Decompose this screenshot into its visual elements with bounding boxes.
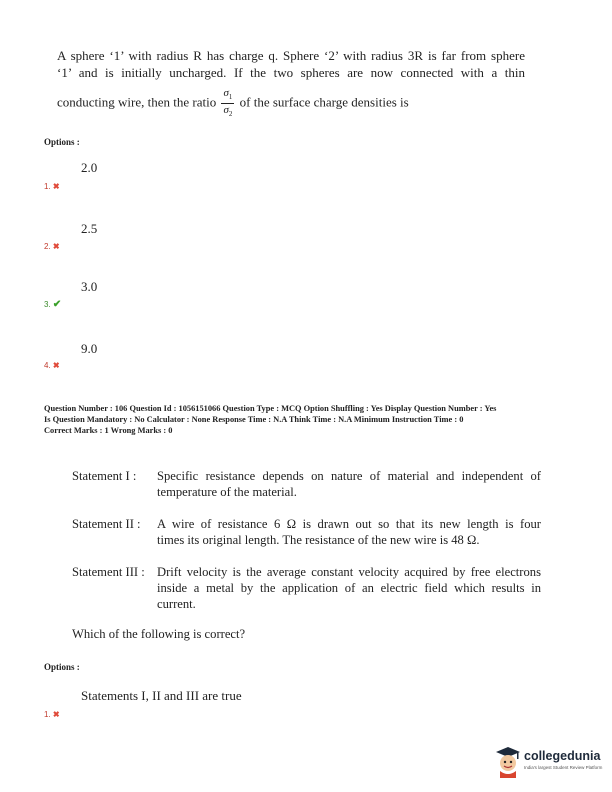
cross-icon: ✖ bbox=[52, 182, 60, 191]
question-prompt: Which of the following is correct? bbox=[72, 627, 246, 641]
option-number bbox=[44, 361, 60, 370]
question-text bbox=[57, 47, 525, 119]
option-index: 1. bbox=[44, 710, 51, 719]
option-number bbox=[44, 242, 60, 251]
option-value[interactable]: 2.0 bbox=[81, 160, 98, 175]
option-index: 3. bbox=[44, 300, 51, 309]
option-value[interactable]: 2.5 bbox=[81, 221, 98, 236]
sigma-ratio-fraction bbox=[221, 87, 234, 120]
options-label: Options : bbox=[44, 662, 80, 672]
question-line-text: of the surface charge densities is bbox=[239, 94, 409, 110]
collegedunia-logo bbox=[493, 740, 605, 780]
sigma-symbol: σ bbox=[223, 104, 229, 117]
option-index: 2. bbox=[44, 242, 51, 251]
option-index: 1. bbox=[44, 182, 51, 191]
statement-line: temperature of the material. bbox=[157, 485, 297, 499]
graduate-mascot-icon bbox=[493, 744, 523, 778]
logo-tagline: India's largest Student Review Platform bbox=[524, 765, 603, 770]
statement-line: Specific resistance depends on nature of material and independent of bbox=[157, 469, 541, 483]
statement-label: Statement I : bbox=[72, 469, 137, 483]
check-icon: ✔ bbox=[52, 299, 62, 310]
option-value[interactable]: 3.0 bbox=[81, 279, 98, 294]
statement-line: Drift velocity is the average constant velocity acquired by free electrons bbox=[157, 565, 541, 579]
option-number bbox=[44, 710, 60, 719]
question-line bbox=[57, 87, 525, 119]
metadata-line: Question Number : 106 Question Id : 1056151066 Question Type : MCQ Option Shuffling : Yes Display Question Number : Yes bbox=[44, 404, 497, 413]
statement-text bbox=[157, 468, 541, 500]
metadata-line: Is Question Mandatory : No Calculator : None Response Time : N.A Think Time : N.A Minimum Instruction Time : 0 bbox=[44, 415, 464, 424]
question-line: ‘1’ and is initially uncharged. If the two spheres are now connected with a thin bbox=[57, 65, 525, 80]
option-number bbox=[44, 182, 60, 191]
statement-line: inside a metal by the application of an electric field which results in bbox=[157, 581, 541, 595]
option-index: 4. bbox=[44, 361, 51, 370]
option-number bbox=[44, 299, 61, 310]
statement-text bbox=[157, 564, 541, 612]
fraction-denominator bbox=[221, 104, 234, 120]
question-line-text: conducting wire, then the ratio bbox=[57, 94, 217, 110]
statement-label: Statement III : bbox=[72, 565, 145, 579]
option-value[interactable]: 9.0 bbox=[81, 341, 98, 356]
statement-line: current. bbox=[157, 597, 196, 611]
question-metadata bbox=[44, 403, 574, 436]
statement-text bbox=[157, 516, 541, 548]
option-value[interactable]: Statements I, II and III are true bbox=[81, 688, 242, 703]
subscript: 1 bbox=[228, 93, 233, 102]
sigma-symbol: σ bbox=[223, 87, 229, 99]
cross-icon: ✖ bbox=[52, 710, 60, 719]
fraction-numerator bbox=[221, 87, 234, 104]
question-line: A sphere ‘1’ with radius R has charge q. Sphere ‘2’ with radius 3R is far from sphere bbox=[57, 48, 525, 63]
statement-label: Statement II : bbox=[72, 517, 141, 531]
statement-line: times its original length. The resistance of the new wire is 48 Ω. bbox=[157, 533, 480, 547]
logo-wordmark: collegedunia bbox=[524, 749, 601, 763]
metadata-line: Correct Marks : 1 Wrong Marks : 0 bbox=[44, 426, 173, 435]
cross-icon: ✖ bbox=[52, 242, 60, 251]
statement-line: A wire of resistance 6 Ω is drawn out so that its new length is four bbox=[157, 517, 541, 531]
options-label: Options : bbox=[44, 137, 80, 147]
cross-icon: ✖ bbox=[52, 361, 60, 370]
subscript: 2 bbox=[228, 110, 233, 119]
